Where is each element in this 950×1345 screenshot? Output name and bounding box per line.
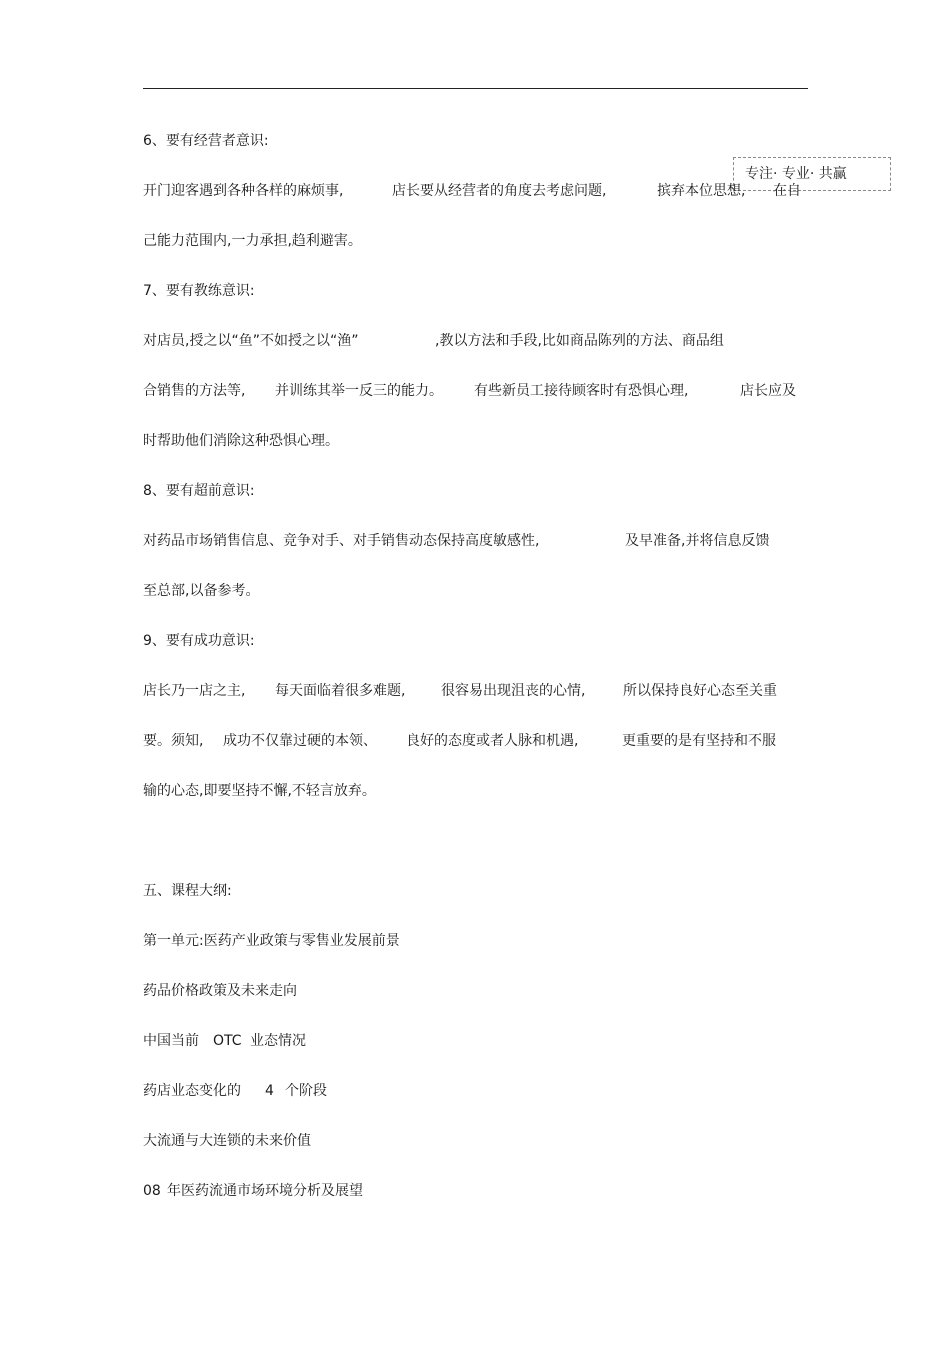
section-6-line-1	[143, 181, 801, 201]
text-segment: 更重要的是有坚持和不服	[622, 733, 776, 749]
section-9-heading: 9、要有成功意识:	[143, 633, 255, 649]
text-segment: OTC	[213, 1033, 242, 1049]
section-7-heading: 7、要有教练意识:	[143, 283, 255, 299]
text-segment: 年医药流通市场环境分析及展望	[167, 1183, 363, 1199]
section-7-line-3: 时帮助他们消除这种恐惧心理。	[143, 433, 339, 449]
outline-item-2	[143, 1031, 306, 1051]
text-segment: 对店员,授之以“鱼”不如授之以“渔”	[143, 333, 359, 349]
outline-heading: 五、课程大纲:	[143, 883, 232, 899]
section-7-line-1	[143, 331, 724, 351]
text-segment: ,教以方法和手段,比如商品陈列的方法、商品组	[435, 333, 724, 349]
text-segment: 合销售的方法等,	[143, 383, 246, 399]
section-9-line-2	[143, 731, 776, 751]
outline-item-3	[143, 1081, 327, 1101]
section-9-line-3: 输的心态,即要坚持不懈,不轻言放弃。	[143, 783, 376, 799]
header-rule	[143, 88, 808, 89]
text-segment: 在自	[773, 183, 801, 199]
outline-unit-1: 第一单元:医药产业政策与零售业发展前景	[143, 933, 400, 949]
section-9-line-1	[143, 681, 777, 701]
section-8-heading: 8、要有超前意识:	[143, 483, 255, 499]
section-7-line-2	[143, 381, 796, 401]
text-segment: 业态情况	[250, 1033, 306, 1049]
section-8-line-1	[143, 531, 769, 551]
outline-item-5	[143, 1181, 363, 1201]
outline-item-4: 大流通与大连锁的未来价值	[143, 1133, 311, 1149]
text-segment: 有些新员工接待顾客时有恐惧心理,	[474, 383, 689, 399]
text-segment: 个阶段	[285, 1083, 327, 1099]
text-segment: 店长乃一店之主,	[143, 683, 246, 699]
text-segment: 08	[143, 1183, 161, 1199]
text-segment: 及早准备,并将信息反馈	[625, 533, 770, 549]
text-segment: 药店业态变化的	[143, 1083, 241, 1099]
text-segment: 开门迎客遇到各种各样的麻烦事,	[143, 183, 344, 199]
text-segment: 很容易出现沮丧的心情,	[441, 683, 586, 699]
text-segment: 店长应及	[740, 383, 796, 399]
section-8-line-2: 至总部,以备参考。	[143, 583, 260, 599]
text-segment: 店长要从经营者的角度去考虑问题,	[392, 183, 607, 199]
section-6-heading: 6、要有经营者意识:	[143, 133, 269, 149]
text-segment: 成功不仅靠过硬的本领、	[223, 733, 377, 749]
text-segment: 所以保持良好心态至关重	[623, 683, 777, 699]
text-segment: 良好的态度或者人脉和机遇,	[406, 733, 579, 749]
text-segment: 4	[265, 1083, 274, 1099]
section-6-line-2: 己能力范围内,一力承担,趋利避害。	[143, 233, 362, 249]
text-segment: 每天面临着很多难题,	[275, 683, 406, 699]
text-segment: 中国当前	[143, 1033, 199, 1049]
text-segment: 并训练其举一反三的能力。	[275, 383, 443, 399]
text-segment: 摈弃本位思想,	[657, 183, 746, 199]
text-segment: 要。须知,	[143, 733, 204, 749]
outline-item-1: 药品价格政策及未来走向	[143, 983, 297, 999]
header-stamp: 专注· 专业· 共赢	[733, 157, 891, 191]
text-segment: 对药品市场销售信息、竞争对手、对手销售动态保持高度敏感性,	[143, 533, 540, 549]
